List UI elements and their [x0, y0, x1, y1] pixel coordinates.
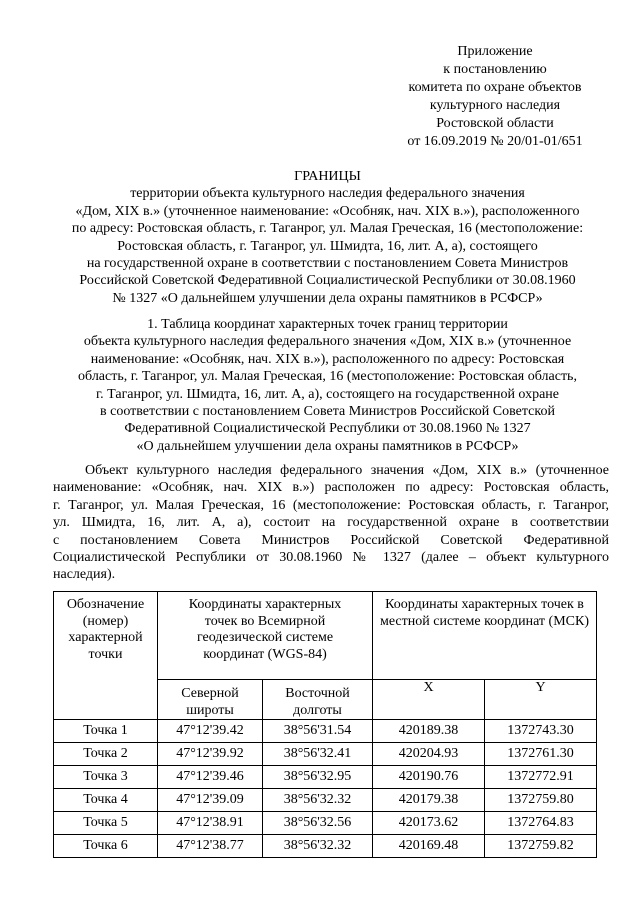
cell-y: 1372761.30	[485, 743, 597, 766]
section-line: 1. Таблица координат характерных точек границ территории	[147, 317, 508, 332]
title-heading: ГРАНИЦЫ	[294, 169, 361, 184]
table-row	[54, 743, 597, 766]
header-wgs: Координаты характерных точек во Всемирной геодезической системе координат (WGS-84)	[158, 592, 373, 680]
cell-x: 420179.38	[373, 789, 485, 812]
section-line: Федеративной Социалистической Республики от 30.08.1960 № 1327	[124, 421, 531, 437]
cell-lat: 47°12'38.77	[158, 835, 263, 858]
appendix-line: от 16.09.2019 № 20/01-01/651	[407, 134, 583, 149]
cell-lat: 47°12'39.92	[158, 743, 263, 766]
cell-point: Точка 5	[54, 812, 158, 835]
cell-x: 420189.38	[373, 720, 485, 743]
header-point: Обозначение (номер) характерной точки	[54, 592, 158, 720]
cell-y: 1372759.80	[485, 789, 597, 812]
paragraph-line: г. Таганрог, ул. Малая Греческая, 16 (местоположение: Ростовская область, г. Таганрог,	[53, 497, 609, 513]
section-line: в соответствии с постановлением Совета Министров Российской Советской	[100, 404, 555, 420]
appendix-line: Ростовской области	[436, 116, 554, 131]
paragraph-line: ул. Шмидта, 16, лит. А, а), состоит на государственной охране в соответствии	[53, 515, 609, 531]
paragraph-line: Социалистической Республики от 30.08.1960 № 1327 (далее – объект культурного	[53, 550, 609, 566]
cell-lon: 38°56'32.41	[263, 743, 373, 766]
cell-lon: 38°56'32.56	[263, 812, 373, 835]
header-x: X	[373, 680, 485, 720]
document-title	[40, 168, 615, 307]
title-line: № 1327 «О дальнейшем улучшении дела охраны памятников в РСФСР»	[112, 290, 543, 306]
header-y: Y	[485, 680, 597, 720]
section-line: г. Таганрог, ул. Шмидта, 16, лит. А, а), состоящего на государственной охране	[95, 386, 560, 402]
cell-lon: 38°56'32.95	[263, 766, 373, 789]
cell-y: 1372759.82	[485, 835, 597, 858]
cell-point: Точка 3	[54, 766, 158, 789]
appendix-block	[360, 43, 630, 151]
paragraph-line: с постановлением Совета Министров Российской Советской Федеративной	[53, 532, 609, 548]
cell-lat: 47°12'39.42	[158, 720, 263, 743]
title-line: «Дом, XIX в.» (уточненное наименование: «Особняк, нач. XIX в.»), расположенного	[75, 203, 580, 219]
paragraph-line: наследия).	[53, 567, 116, 583]
section-line: область, г. Таганрог, ул. Малая Греческая, 16 (местоположение: Ростовская область,	[78, 369, 577, 385]
title-line: Ростовская область, г. Таганрог, ул. Шмидта, 16, лит. А, а), состоящего	[117, 238, 538, 254]
cell-x: 420169.48	[373, 835, 485, 858]
cell-y: 1372743.30	[485, 720, 597, 743]
cell-x: 420190.76	[373, 766, 485, 789]
cell-point: Точка 4	[54, 789, 158, 812]
cell-x: 420204.93	[373, 743, 485, 766]
cell-point: Точка 1	[54, 720, 158, 743]
title-line: по адресу: Ростовская область, г. Таганрог, ул. Малая Греческая, 16 (местоположение:	[71, 221, 584, 237]
table-row	[54, 720, 597, 743]
cell-lat: 47°12'39.09	[158, 789, 263, 812]
cell-point: Точка 6	[54, 835, 158, 858]
title-line: территории объекта культурного наследия федерального значения	[130, 186, 525, 202]
cell-lon: 38°56'32.32	[263, 835, 373, 858]
cell-y: 1372772.91	[485, 766, 597, 789]
header-lat: Северной широты	[158, 680, 263, 720]
table-row	[54, 835, 597, 858]
cell-lon: 38°56'32.32	[263, 789, 373, 812]
title-line: на государственной охране в соответствии с постановлением Совета Министров	[86, 256, 569, 272]
cell-lat: 47°12'38.91	[158, 812, 263, 835]
section-line: объекта культурного наследия федерального значения «Дом, XIX в.» (уточненное	[83, 334, 572, 350]
cell-lat: 47°12'39.46	[158, 766, 263, 789]
description-paragraph	[53, 462, 609, 584]
title-line: Российской Советской Федеративной Социалистической Республики от 30.08.1960	[79, 273, 576, 289]
paragraph-line: наименование: «Особняк, нач. XIX в.») расположен по адресу: Ростовская область,	[53, 480, 609, 496]
cell-y: 1372764.83	[485, 812, 597, 835]
coordinates-table	[53, 591, 597, 858]
cell-lon: 38°56'31.54	[263, 720, 373, 743]
appendix-line: к постановлению	[443, 62, 547, 77]
appendix-line: культурного наследия	[429, 98, 561, 113]
table-row	[54, 789, 597, 812]
section-line: «О дальнейшем улучшении дела охраны памятников в РСФСР»	[136, 438, 519, 454]
appendix-line: комитета по охране объектов	[408, 80, 582, 95]
paragraph-line: Объект культурного наследия федерального значения «Дом, XIX в.» (уточненное	[85, 463, 609, 478]
header-lon: Восточной долготы	[263, 680, 373, 720]
table-row	[54, 812, 597, 835]
cell-point: Точка 2	[54, 743, 158, 766]
header-msk: Координаты характерных точек в местной системе координат (МСК)	[373, 592, 597, 680]
section-line: наименование: «Особняк, нач. XIX в.»), расположенного по адресу: Ростовская	[90, 351, 565, 367]
cell-x: 420173.62	[373, 812, 485, 835]
appendix-line: Приложение	[457, 44, 533, 59]
table-row	[54, 766, 597, 789]
section-heading	[40, 316, 615, 455]
